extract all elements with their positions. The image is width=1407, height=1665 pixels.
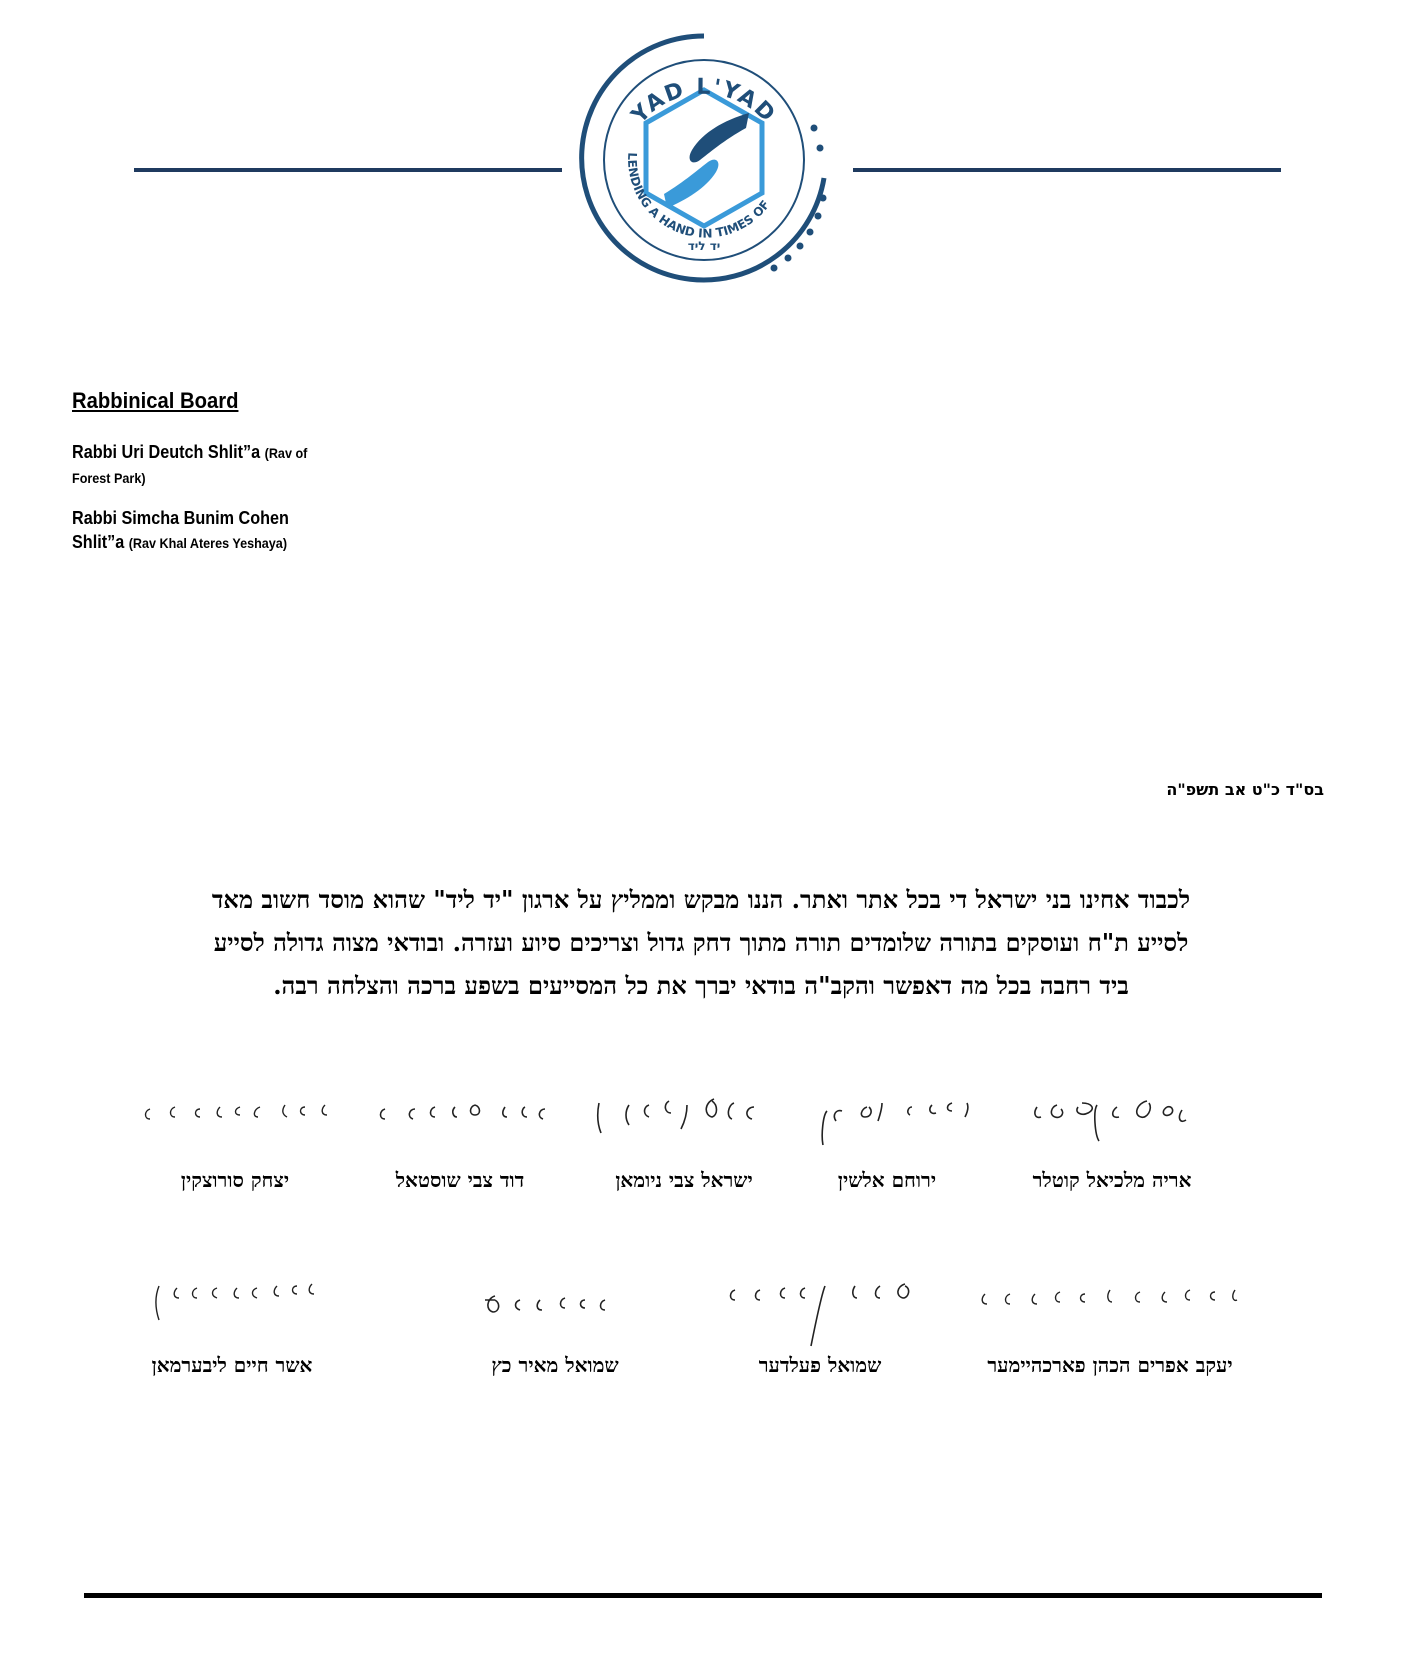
signatures-row-1 [0, 1085, 1407, 1225]
board-member-name: Rabbi Uri Deutch Shlit”a [72, 442, 261, 462]
signatory-name: ירוחם אלשין [837, 1168, 937, 1192]
signature-block [960, 1270, 1260, 1410]
signature-block [997, 1085, 1227, 1225]
signatory-name: יצחק סורוצקין [180, 1168, 290, 1192]
logo-seal-graphic [574, 28, 834, 298]
signature-block [705, 1270, 935, 1410]
signature-block [345, 1085, 575, 1225]
signature-block [440, 1270, 670, 1410]
board-member-role: (Rav Khal Ateres Yeshaya) [128, 535, 288, 551]
board-member [72, 506, 342, 555]
signatory-name: אריה מלכיאל קוטלר [1032, 1168, 1192, 1192]
board-member-name: Rabbi Simcha Bunim Cohen Shlit”a [72, 508, 289, 552]
signatory-name: ישראל צבי ניומאן [615, 1168, 753, 1192]
signatory-name: שמואל פעלדער [758, 1353, 882, 1377]
signatory-name: שמואל מאיר כץ [491, 1353, 619, 1377]
signature-block [117, 1270, 347, 1410]
signature-handwriting [569, 1085, 799, 1165]
signature-handwriting [120, 1085, 350, 1165]
yad-lyad-logo [574, 28, 834, 298]
signature-block [772, 1085, 1002, 1225]
signature-handwriting [705, 1270, 935, 1350]
logo-name-text: YAD L'YAD [627, 74, 781, 129]
signature-handwriting [345, 1085, 575, 1165]
svg-text:YAD L'YAD [626, 75, 780, 129]
signature-handwriting [997, 1085, 1227, 1165]
logo-tagline-text: LENDING A HAND IN TIMES OF [625, 152, 773, 241]
letter-line: לכבוד אחינו בני ישראל די בכל אתר ואתר. הננו מבקש וממליץ על ארגון "יד ליד" שהוא מוסד חשוב מאד [211, 885, 1191, 914]
letter-body [92, 878, 1310, 1007]
date-line: בס"ד כ"ט אב תשפ"ה [1166, 780, 1324, 799]
signatory-name: דוד צבי שוסטאל [395, 1168, 525, 1192]
signature-block [120, 1085, 350, 1225]
logo-hebrew-name: יד ליד [687, 239, 721, 253]
signatory-name: אשר חיים ליבערמאן [151, 1353, 313, 1377]
signature-block [569, 1085, 799, 1225]
signatory-name: יעקב אפרים הכהן פארכהיימער [987, 1353, 1233, 1377]
signature-handwriting [440, 1270, 670, 1350]
footer-rule [84, 1593, 1322, 1598]
board-member [72, 440, 342, 490]
header-rule-left [134, 168, 562, 172]
rabbinical-board [72, 388, 372, 571]
signature-handwriting [117, 1270, 347, 1350]
signatures-row-2 [0, 1270, 1407, 1410]
letter-line: ביד רחבה בכל מה דאפשר והקב"ה בודאי יברך את כל המסייעים בשפע ברכה והצלחה רבה. [273, 971, 1129, 1000]
letter-line: לסייע ת"ח ועוסקים בתורה שלומדים תורה מתוך דחק גדול וצריכים סיוע ועזרה. ובודאי מצוה גדולה לסייע [213, 928, 1189, 957]
board-member-role: (Rav of Forest Park) [72, 445, 308, 486]
board-title: Rabbinical Board [72, 388, 239, 413]
signature-handwriting [960, 1270, 1260, 1350]
signature-handwriting [772, 1085, 1002, 1165]
header-rule-right [853, 168, 1281, 172]
